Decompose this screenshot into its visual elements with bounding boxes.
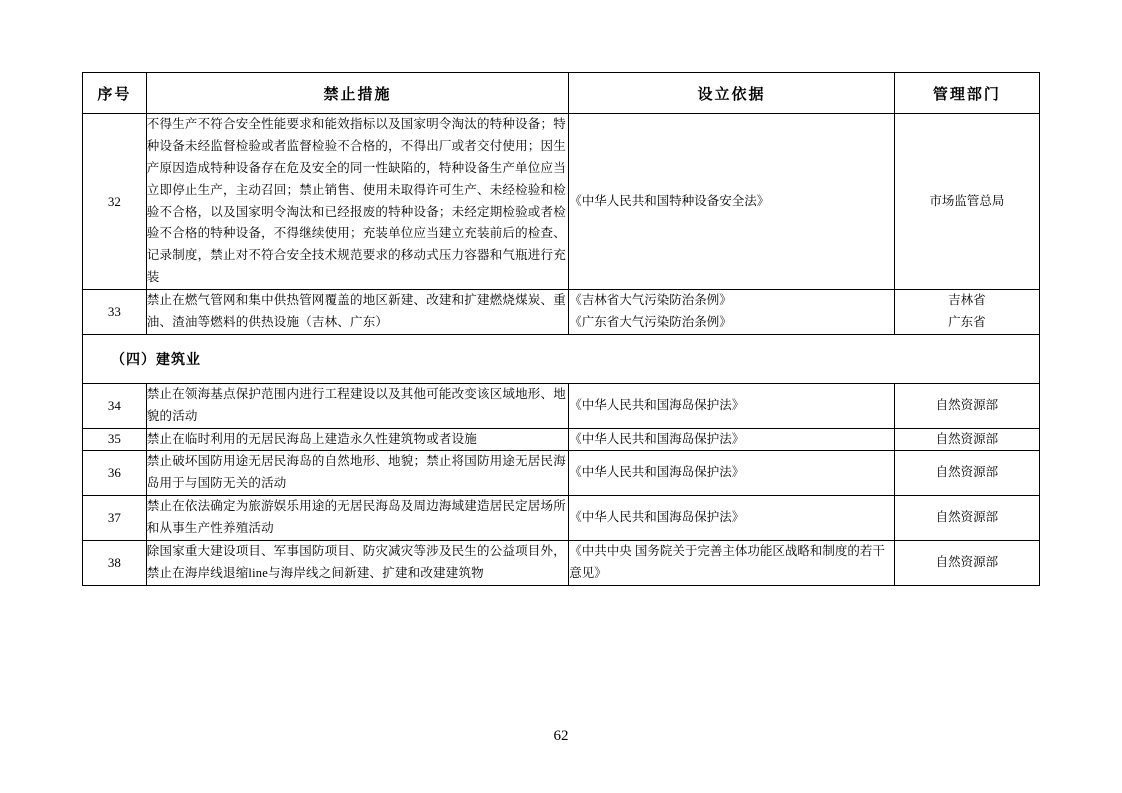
row-dept (894, 451, 1039, 496)
row-measure: 禁止在燃气管网和集中供热管网覆盖的地区新建、改建和扩建燃烧煤炭、重油、渣油等燃料的供热设施（吉林、广东） (146, 290, 568, 335)
row-measure: 禁止在依法确定为旅游娱乐用途的无居民海岛及周边海域建造居民定居场所和从事生产性养殖活动 (146, 496, 568, 541)
row-number: 32 (83, 114, 147, 290)
header-dept: 管理部门 (894, 73, 1039, 114)
section-heading: （四）建筑业 (83, 334, 1040, 383)
dept-line: 自然资源部 (935, 554, 999, 569)
dept-line: 自然资源部 (935, 431, 999, 446)
basis-line: 《中华人民共和国海岛保护法》 (569, 465, 745, 480)
dept-line: 自然资源部 (935, 510, 999, 525)
row-measure: 禁止在领海基点保护范围内进行工程建设以及其他可能改变该区域地形、地貌的活动 (146, 383, 568, 428)
dept-line: 广东省 (948, 314, 986, 329)
row-number: 37 (83, 496, 147, 541)
row-dept (894, 540, 1039, 585)
row-measure: 禁止在临时利用的无居民海岛上建造永久性建筑物或者设施 (146, 428, 568, 451)
basis-line: 《中共中央 国务院关于完善主体功能区战略和制度的若干意见》 (569, 543, 885, 580)
row-number: 36 (83, 451, 147, 496)
row-basis (569, 114, 895, 290)
header-basis: 设立依据 (569, 73, 895, 114)
row-basis (569, 451, 895, 496)
table-row (83, 451, 1040, 496)
row-number: 34 (83, 383, 147, 428)
basis-line: 《广东省大气污染防治条例》 (569, 314, 732, 329)
table-row (83, 496, 1040, 541)
row-measure: 除国家重大建设项目、军事国防项目、防灾减灾等涉及民生的公益项目外，禁止在海岸线退缩line与海岸线之间新建、扩建和改建建筑物 (146, 540, 568, 585)
row-measure: 不得生产不符合安全性能要求和能效指标以及国家明令淘汰的特种设备；特种设备未经监督检验或者监督检验不合格的，不得出厂或者交付使用；因生产原因造成特种设备存在危及安全的同一性缺陷的，特种设备生产单位应当立即停止生产，主动召回；禁止销售、使用未取得许可生产、未经检验和检验不合格，以及国家明令淘汰和已经报废的特种设备；未经定期检验或者检验不合格的特种设备，不得继续使用；充装单位应当建立充装前后的检查、记录制度，禁止对不符合安全技术规范要求的移动式压力容器和气瓶进行充装 (146, 114, 568, 290)
dept-line: 市场监管总局 (929, 193, 1005, 208)
basis-line: 《中华人民共和国海岛保护法》 (569, 510, 745, 525)
table-row (83, 540, 1040, 585)
table-row (83, 383, 1040, 428)
dept-line: 吉林省 (948, 293, 986, 307)
row-measure: 禁止破坏国防用途无居民海岛的自然地形、地貌；禁止将国防用途无居民海岛用于与国防无关的活动 (146, 451, 568, 496)
basis-line: 《吉林省大气污染防治条例》 (569, 293, 732, 307)
row-dept (894, 114, 1039, 290)
table-row (83, 428, 1040, 451)
prohibition-measures-table (82, 72, 1040, 586)
row-dept (894, 383, 1039, 428)
row-basis (569, 496, 895, 541)
row-basis (569, 383, 895, 428)
header-measure: 禁止措施 (146, 73, 568, 114)
row-dept (894, 496, 1039, 541)
row-basis (569, 290, 895, 335)
row-basis (569, 540, 895, 585)
basis-line: 《中华人民共和国海岛保护法》 (569, 397, 745, 412)
row-basis (569, 428, 895, 451)
row-dept (894, 290, 1039, 335)
row-number: 35 (83, 428, 147, 451)
row-dept (894, 428, 1039, 451)
row-number: 38 (83, 540, 147, 585)
basis-line: 《中华人民共和国海岛保护法》 (569, 431, 745, 446)
table-header-row (83, 73, 1040, 114)
header-no: 序号 (83, 73, 147, 114)
row-number: 33 (83, 290, 147, 335)
dept-line: 自然资源部 (935, 397, 999, 412)
basis-line: 《中华人民共和国特种设备安全法》 (569, 193, 770, 208)
dept-line: 自然资源部 (935, 465, 999, 480)
table-row (83, 114, 1040, 290)
section-heading-row (83, 334, 1040, 383)
page-number: 62 (553, 728, 569, 744)
table-row (83, 290, 1040, 335)
